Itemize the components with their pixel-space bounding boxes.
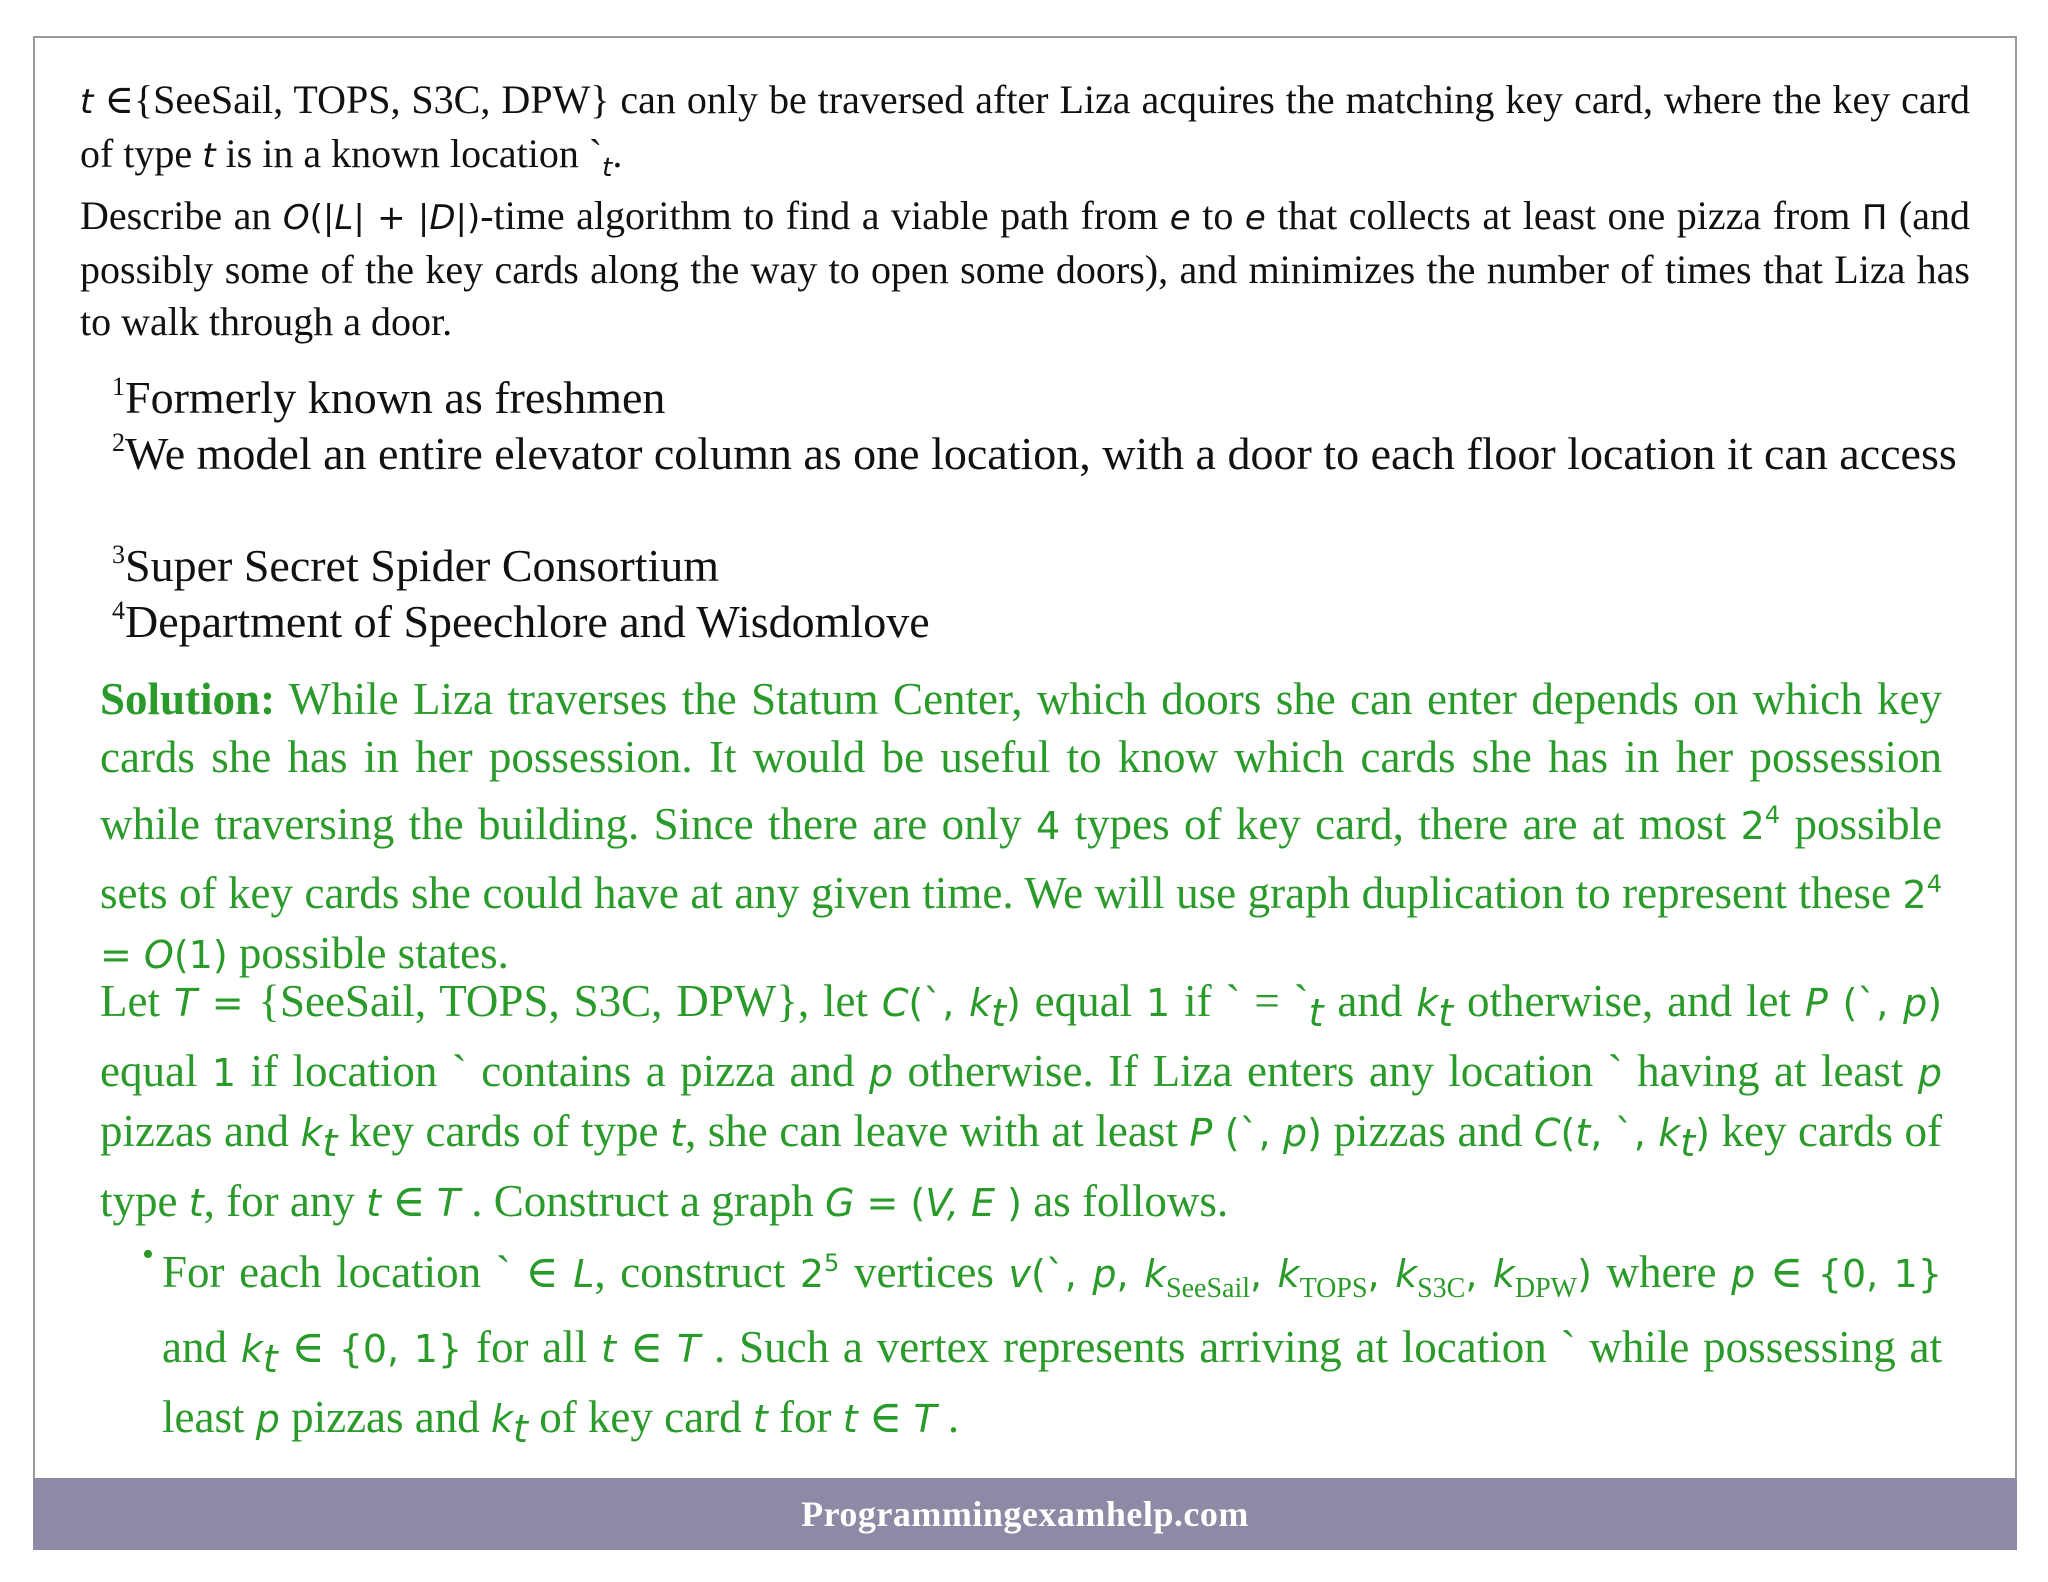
problem-paragraph-describe: Describe an O(|L| + |D|)-time algorithm to find a viable path from e to e that collects at least one pizza from Π (and possibly some of the key cards along the way to open some doors), and minimizes the number of times that Liza has to walk through a door. [80, 193, 1971, 344]
solution-label: Solution: [100, 674, 276, 724]
problem-paragraph-keycards: t ∈{SeeSail, TOPS, S3C, DPW} can only be traversed after Liza acquires the matching key card, where the key card of type t is in a known location $`_t$. [80, 77, 1971, 183]
solution-bullet-vertices: For each location ` ∈ L, construct $2^5$ vertices v(`, p, $k_{SeeSail}$, $k_{TOPS}$, $k_{S3C}$, $k_{DPW}$) where p ∈ {0, 1} and $k_t$ ∈ {0, 1} for all t ∈ T . Such a vertex represents arriving at location ` while possessing at least p pizzas and $k_t$ of key card t for t ∈ T . [162, 1247, 1943, 1451]
footnote-3: $^3$Super Secret Spider Consortium [112, 540, 720, 591]
footer-bar [33, 1478, 2017, 1550]
footnote-4: $^4$Department of Speechlore and Wisdomlove [112, 596, 930, 647]
solution-paragraph-definitions: Let T = {SeeSail, TOPS, S3C, DPW}, let C(`, $k_t$) equal 1 if ` = $`_t$ and $k_t$ otherwise, and let P (`, p) equal 1 if location ` contains a pizza and p otherwise. If Liza enters any location ` having at least p pizzas and $k_t$ key cards of type t, she can leave with at least P (`, p) pizzas and C(t, `, $k_t$) key cards of type t, for any t ∈ T . Construct a graph G = (V, E ) as follows. [100, 976, 1943, 1226]
solution-paragraph-states: Solution: While Liza traverses the Statum Center, which doors she can enter depends on which key cards she has in her possession. It would be useful to know which cards she has in her possession while traversing the building. Since there are only 4 types of key card, there are at most $2^4$ possible sets of key cards she could have at any given time. We will use graph duplication to represent these $2^4 = O(1)$ possible states. [100, 674, 1942, 978]
footnote-1: $^1$Formerly known as freshmen [112, 372, 666, 423]
footer-site-name: Programmingexamhelp.com [801, 1494, 1249, 1534]
bullet-marker: • [142, 1236, 154, 1273]
footnote-2: $^2$We model an entire elevator column as one location, with a door to each floor location it can access [112, 428, 1957, 479]
